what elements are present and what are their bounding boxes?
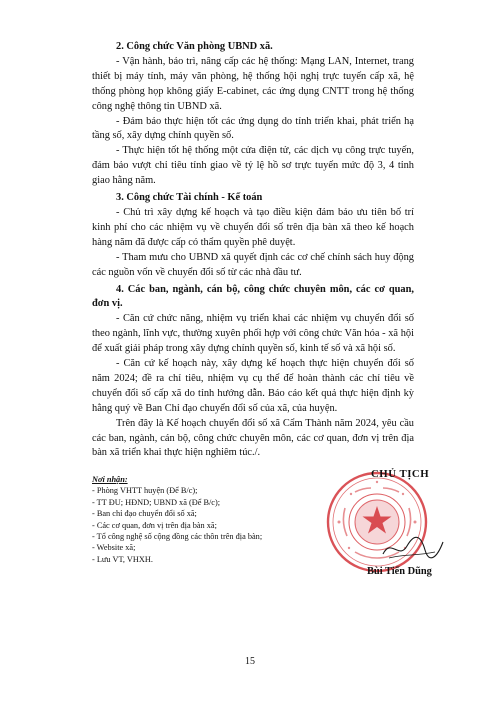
section-4-paragraph-2: - Căn cứ kế hoạch này, xây dựng kế hoạch thực hiện chuyển đổi số năm 2024; đề ra chỉ tiêu, nhiệm vụ cụ thể để hoàn thành các chỉ tiêu về chuyển đổi số cấp xã do tỉnh hướng dẫn. Báo cáo kết quả thực hiện định kỳ hằng quý về Ban Chỉ đạo chuyển đổi số của xã, của huyện. [92,358,414,414]
signer-title: CHỦ TỊCH [371,468,430,480]
document-footer [92,468,432,577]
section-4-paragraph-1: - Căn cứ chức năng, nhiệm vụ triển khai các nhiệm vụ chuyển đổi số theo ngành, lĩnh vực, thường xuyên phối hợp với công chức Văn hóa - xã hội để xuất giải pháp trong xây dựng chính quyền số, kinh tế số và xã hội số. [92,313,414,355]
section-3-paragraph-1: - Chủ trì xây dựng kế hoạch và tạo điều kiện đảm bảo ưu tiên bố trí kinh phí cho các nhiệm vụ về chuyển đổi số trên địa bàn xã theo kế hoạch hàng năm đã được cấp có thẩm quyền phê duyệt. [92,206,414,248]
signature-block [337,468,447,588]
recipient-item: - Tổ công nghệ số cộng đồng các thôn trên địa bàn; [92,532,263,542]
section-heading-2: 2. Công chức Văn phòng UBND xã. [116,41,273,52]
section-2-paragraph-3: - Thực hiện tốt hệ thống một cửa điện tử, các dịch vụ công trực tuyến, đảm bảo vượt chỉ tiêu tỉnh giao về tỷ lệ hồ sơ trực tuyến mức độ 3, 4 tỉnh giao hằng năm. [92,145,414,187]
section-heading-4: 4. Các ban, ngành, cán bộ, công chức chuyên môn, các cơ quan, đơn vị. [92,283,414,310]
recipients-title: Nơi nhận: [92,475,128,484]
recipient-item: - Ban chỉ đạo chuyển đổi số xã; [92,509,197,519]
section-heading-3: 3. Công chức Tài chính - Kế toán [116,192,263,204]
closing-paragraph: Trên đây là Kế hoạch chuyển đổi số xã Cẩm Thành năm 2024, yêu cầu các ban, ngành, cán bộ, công chức chuyên môn, các cơ quan, đơn vị trên địa bàn xã triển khai thực hiện nghiêm túc./. [92,417,414,459]
section-3-paragraph-2: - Tham mưu cho UBND xã quyết định các cơ chế chính sách huy động các nguồn vốn về chuyển đổi số từ các nhà đầu tư. [92,251,414,278]
section-2-paragraph-1: - Vận hành, bảo trì, nâng cấp các hệ thống: Mạng LAN, Internet, trang thiết bị máy tính, máy văn phòng, hệ thống hội nghị trực tuyến cấp xã, hệ thống phòng họp không giấy E-cabinet, các ứng dụng CNTT trong hệ thống công nghệ thông tin UBND xã. [92,55,414,112]
recipients-list [92,474,312,565]
recipient-item: - TT ĐU; HĐND; UBND xã (Để B/c); [92,497,221,507]
signer-name: Bùi Tiến Dũng [367,566,432,577]
section-2-paragraph-2: - Đảm bảo thực hiện tốt các ứng dụng do tỉnh triển khai, phát triển hạ tầng số, xây dựng chính quyền số. [92,115,414,142]
recipient-item: - Website xã; [92,543,136,553]
recipient-item: - Lưu VT, VHXH. [92,554,153,564]
document-body [92,40,414,461]
recipient-item: - Phòng VHTT huyện (Để B/c); [92,486,198,496]
page-number: 15 [245,656,255,667]
handwritten-signature-icon [377,532,447,564]
recipient-item: - Các cơ quan, đơn vị trên địa bàn xã; [92,520,217,530]
